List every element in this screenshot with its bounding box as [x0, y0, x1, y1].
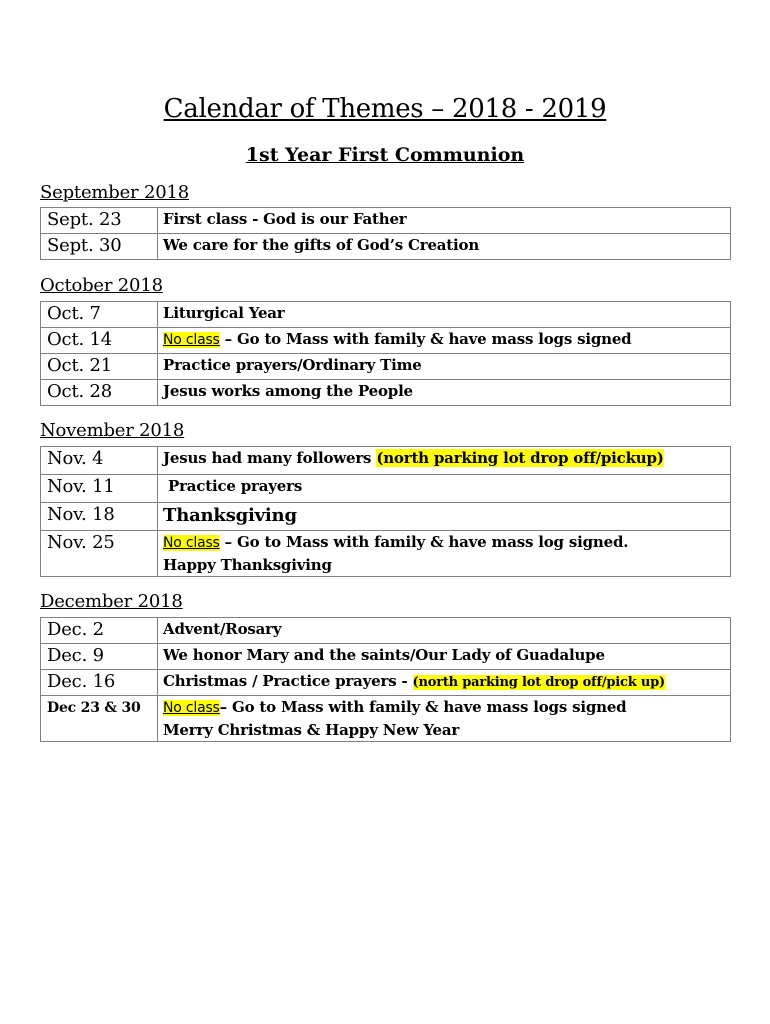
table-row	[41, 531, 731, 577]
date-cell: Oct. 7	[41, 302, 158, 328]
month-heading-october: October 2018	[40, 275, 163, 296]
table-row	[41, 447, 731, 475]
theme-text-line2: Merry Christmas & Happy New Year	[163, 721, 460, 739]
table-row	[41, 475, 731, 503]
theme-text: – Go to Mass with family & have mass logs signed	[219, 698, 627, 716]
date-cell: Sept. 23	[41, 208, 158, 234]
page-subtitle: 1st Year First Communion	[245, 144, 525, 166]
date-cell: Dec. 9	[41, 644, 158, 670]
table-row	[41, 503, 731, 531]
no-class-label: No class	[163, 332, 220, 348]
table-row	[41, 644, 731, 670]
theme-text: – Go to Mass with family & have mass log signed.	[219, 533, 629, 551]
table-row	[41, 380, 731, 406]
theme-cell	[158, 328, 731, 354]
theme-cell	[158, 696, 731, 742]
page-title: Calendar of Themes – 2018 - 2019	[163, 94, 607, 124]
october-table	[40, 301, 731, 406]
table-row	[41, 302, 731, 328]
date-cell: Dec. 16	[41, 670, 158, 696]
date-cell: Nov. 11	[41, 475, 158, 503]
parking-note: (north parking lot drop off/pickup)	[376, 449, 664, 467]
september-table	[40, 207, 731, 260]
theme-cell: Practice prayers	[158, 475, 731, 503]
theme-cell: We honor Mary and the saints/Our Lady of Guadalupe	[158, 644, 731, 670]
date-cell: Oct. 21	[41, 354, 158, 380]
table-row	[41, 618, 731, 644]
table-row	[41, 354, 731, 380]
table-row	[41, 234, 731, 260]
theme-cell: Practice prayers/Ordinary Time	[158, 354, 731, 380]
theme-cell: Jesus works among the People	[158, 380, 731, 406]
date-cell: Dec. 2	[41, 618, 158, 644]
theme-text: Jesus had many followers	[163, 449, 377, 467]
table-row	[41, 208, 731, 234]
date-cell: Nov. 25	[41, 531, 158, 577]
parking-note: (north parking lot drop off/pick up)	[412, 675, 665, 690]
date-cell: Sept. 30	[41, 234, 158, 260]
month-heading-september: September 2018	[40, 182, 189, 203]
date-cell: Dec 23 & 30	[41, 696, 158, 742]
theme-cell: Thanksgiving	[158, 503, 731, 531]
theme-text: – Go to Mass with family & have mass logs signed	[219, 330, 632, 348]
date-cell: Oct. 28	[41, 380, 158, 406]
november-table	[40, 446, 731, 577]
table-row	[41, 696, 731, 742]
theme-cell: We care for the gifts of God’s Creation	[158, 234, 731, 260]
no-class-label: No class	[163, 535, 220, 551]
date-cell: Nov. 18	[41, 503, 158, 531]
theme-cell	[158, 447, 731, 475]
theme-cell	[158, 531, 731, 577]
date-cell: Nov. 4	[41, 447, 158, 475]
theme-cell: Liturgical Year	[158, 302, 731, 328]
no-class-label: No class	[163, 700, 220, 716]
theme-text-line2: Happy Thanksgiving	[163, 556, 332, 574]
table-row	[41, 670, 731, 696]
december-table	[40, 617, 731, 742]
theme-text: Christmas / Practice prayers -	[163, 672, 413, 690]
theme-cell: First class - God is our Father	[158, 208, 731, 234]
month-heading-november: November 2018	[40, 420, 185, 441]
theme-cell	[158, 670, 731, 696]
table-row	[41, 328, 731, 354]
date-cell: Oct. 14	[41, 328, 158, 354]
theme-cell: Advent/Rosary	[158, 618, 731, 644]
month-heading-december: December 2018	[40, 591, 183, 612]
